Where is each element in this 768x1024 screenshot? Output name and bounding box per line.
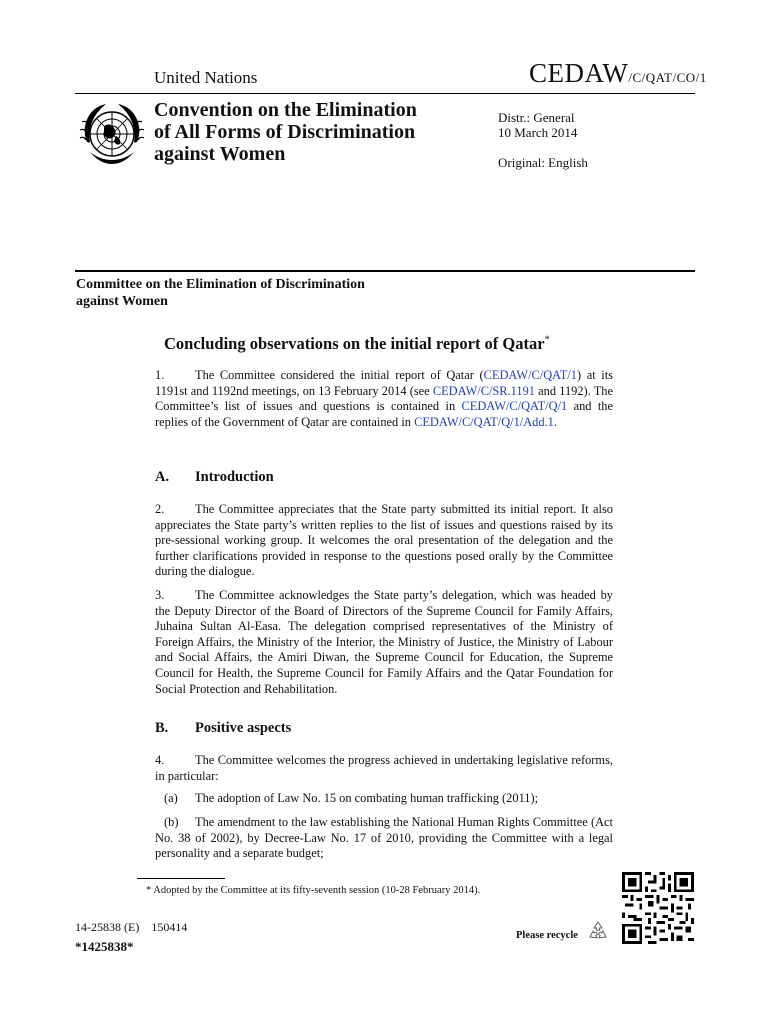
paragraph-4	[155, 753, 613, 784]
page-title-text: Concluding observations on the initial report of Qatar	[164, 334, 545, 353]
original-language: Original: English	[498, 155, 588, 170]
committee-name	[76, 276, 416, 310]
convention-title-line: Convention on the Elimination	[154, 99, 417, 121]
paragraph-3	[155, 588, 613, 697]
paragraph-text: The Committee appreciates that the State party submitted its initial report. It also appreciates the State party’s written replies to the list of issues and questions raised by its pre-sessional working group. It welcomes the oral presentation of the delegation and the further clarifications provided in response to the questions posed orally by the Committee during the dialogue.	[155, 502, 613, 579]
paragraph-text: and the replies of the Government of Qatar are contained in	[155, 399, 613, 429]
recycle-label: Please recycle	[516, 930, 578, 941]
convention-title	[154, 99, 454, 165]
doc-link[interactable]: CEDAW/C/QAT/Q/1/Add.1	[414, 414, 554, 429]
section-title: Introduction	[195, 469, 274, 485]
subparagraph-label: (a)	[164, 791, 178, 805]
paragraph-number: 4.	[155, 753, 165, 767]
paragraph-number: 3.	[155, 588, 165, 602]
convention-title-line: against Women	[154, 143, 286, 165]
section-heading-b	[155, 720, 291, 737]
issue-date: 10 March 2014	[498, 125, 578, 140]
un-emblem-icon	[76, 100, 148, 170]
paragraph-text: The Committee welcomes the progress achieved in undertaking legislative reforms, in particular:	[155, 753, 613, 783]
paragraph-text: .	[553, 414, 557, 429]
paragraph-2	[155, 502, 613, 580]
doc-link[interactable]: CEDAW/C/QAT/Q/1	[461, 399, 568, 414]
subparagraph-b	[155, 815, 613, 862]
section-rule	[75, 270, 695, 272]
barcode-text: *1425838*	[75, 939, 134, 954]
symbol-main: CEDAW	[529, 58, 629, 88]
symbol-suffix: /C/QAT/CO/1	[628, 70, 707, 85]
paragraph-number: 1.	[155, 368, 165, 382]
doc-link[interactable]: CEDAW/C/SR.1191	[432, 383, 535, 398]
job-number: 14-25838 (E) 150414	[75, 920, 188, 934]
doc-link[interactable]: CEDAW/C/QAT/1	[483, 368, 577, 382]
org-name: United Nations	[154, 68, 258, 87]
distribution: Distr.: General	[498, 110, 575, 125]
paragraph-text: and 1192). The Committee’s list of issues and questions is contained in	[155, 383, 613, 414]
qr-code-icon	[622, 872, 694, 944]
paragraph-number: 2.	[155, 502, 165, 516]
page-title	[164, 334, 550, 354]
recycle-icon	[586, 919, 610, 943]
footnote-rule	[137, 878, 225, 879]
footnote: * Adopted by the Committee at its fifty-seventh session (10-28 February 2014).	[146, 885, 481, 896]
committee-name-line: against Women	[76, 294, 168, 309]
header-rule	[75, 93, 695, 94]
section-letter: B.	[155, 720, 169, 736]
section-heading-a	[155, 469, 274, 486]
title-footnote-mark: *	[544, 334, 550, 346]
paragraph-text: ) at its 1191st and 1192nd meetings, on 13 February 2014 (see	[155, 368, 613, 398]
subparagraph-text: The amendment to the law establishing the National Human Rights Committee (Act No. 38 of 2002), by Decree-Law No. 17 of 2010, providing the Committee with a legal personality and a separate budget;	[155, 815, 613, 861]
subparagraph-text: The adoption of Law No. 15 on combating human trafficking (2011);	[195, 791, 539, 805]
document-symbol	[529, 58, 707, 89]
paragraph-1	[155, 368, 613, 430]
subparagraph-label: (b)	[164, 815, 179, 829]
paragraph-text: The Committee considered the initial report of Qatar (	[195, 368, 484, 382]
section-title: Positive aspects	[195, 720, 292, 736]
paragraph-text: The Committee acknowledges the State party’s delegation, which was headed by the Deputy Director of the Board of Directors of the Supreme Council for Family Affairs, Juhaina Sultan Al-Easa. The delegation comprised representatives of the Ministry of Foreign Affairs, the Ministry of the Interior, the Ministry of Justice, the Ministry of Labour and Social Affairs, the Amiri Diwan, the Supreme Council for Education, the Supreme Council for Health, the Supreme Council for Family Affairs and the Qatar Foundation for Social Protection and Rehabilitation.	[155, 588, 613, 696]
distribution-block	[498, 110, 577, 140]
committee-name-line: Committee on the Elimination of Discrimination	[76, 277, 365, 292]
section-letter: A.	[155, 469, 170, 485]
subparagraph-a	[155, 791, 613, 807]
convention-title-line: of All Forms of Discrimination	[154, 121, 416, 143]
